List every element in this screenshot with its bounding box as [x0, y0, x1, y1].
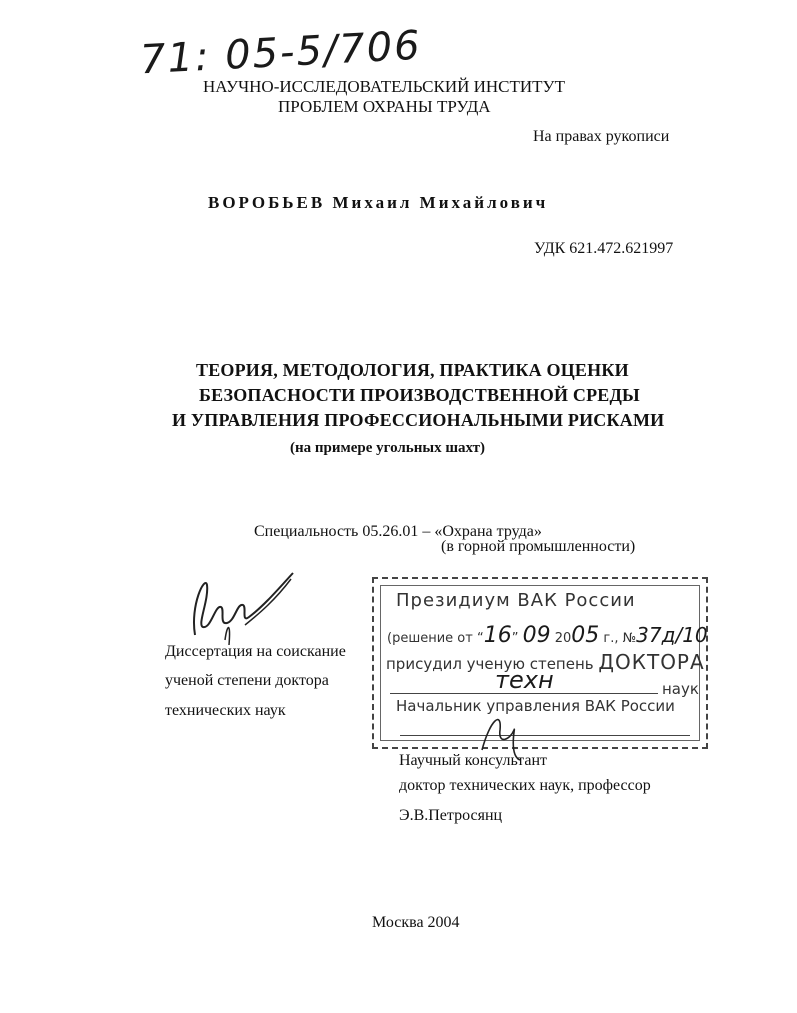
decision-prefix: (решение от: [387, 631, 473, 646]
title-line-2: БЕЗОПАСНОСТИ ПРОИЗВОДСТВЕННОЙ СРЕДЫ: [199, 385, 640, 405]
dissertation-line-1: Диссертация на соискание: [165, 643, 346, 660]
title-line-1: ТЕОРИЯ, МЕТОДОЛОГИЯ, ПРАКТИКА ОЦЕНКИ: [196, 360, 629, 380]
udk-code: УДК 621.472.621997: [534, 240, 674, 257]
city-year: Москва 2004: [372, 914, 460, 931]
consultant-line-2: доктор технических наук, профессор: [399, 777, 651, 794]
dissertation-line-3: технических наук: [165, 702, 286, 719]
year-prefix: 20: [554, 631, 572, 646]
specialty-line-1: Специальность 05.26.01 – «Охрана труда»: [254, 523, 542, 540]
stamp-field-handwritten: техн: [495, 666, 554, 694]
institute-name-line-2: ПРОБЛЕМ ОХРАНЫ ТРУДА: [278, 97, 491, 116]
decision-number: 37д/10: [636, 623, 708, 647]
awarded-text: присудил ученую степень: [386, 655, 594, 673]
vak-stamp-footer: Начальник управления ВАК России: [396, 697, 675, 715]
decision-month: 09: [522, 623, 551, 648]
specialty-line-2: (в горной промышленности): [441, 538, 636, 555]
decision-year: 05: [571, 623, 600, 648]
title-line-3: И УПРАВЛЕНИЯ ПРОФЕССИОНАЛЬНЫМИ РИСКАМИ: [172, 410, 665, 430]
vak-stamp-header: Президиум ВАК России: [396, 590, 636, 611]
consultant-line-1: Научный консультант: [399, 752, 547, 769]
author-signature: [185, 565, 300, 650]
quote-close: ”: [511, 631, 523, 646]
decision-day: 16: [483, 623, 512, 648]
stamp-signature-underline: [400, 735, 690, 736]
title-subtitle: (на примере угольных шахт): [290, 440, 485, 456]
awarded-degree: ДОКТОРА: [598, 650, 705, 674]
decision-mid: г., №: [603, 631, 637, 646]
quote-open: “: [476, 631, 484, 646]
stamp-field-suffix: наук: [662, 680, 699, 698]
institute-name-line-1: НАУЧНО-ИССЛЕДОВАТЕЛЬСКИЙ ИНСТИТУТ: [203, 77, 565, 96]
author-name: ВОРОБЬЕВ Михаил Михайлович: [208, 193, 549, 212]
manuscript-rights: На правах рукописи: [533, 128, 670, 145]
consultant-line-3: Э.В.Петросянц: [399, 807, 503, 824]
dissertation-line-2: ученой степени доктора: [165, 672, 329, 689]
handwritten-archive-code: 71: 05-5/706: [138, 22, 423, 84]
vak-stamp-decision-line: [387, 623, 708, 648]
